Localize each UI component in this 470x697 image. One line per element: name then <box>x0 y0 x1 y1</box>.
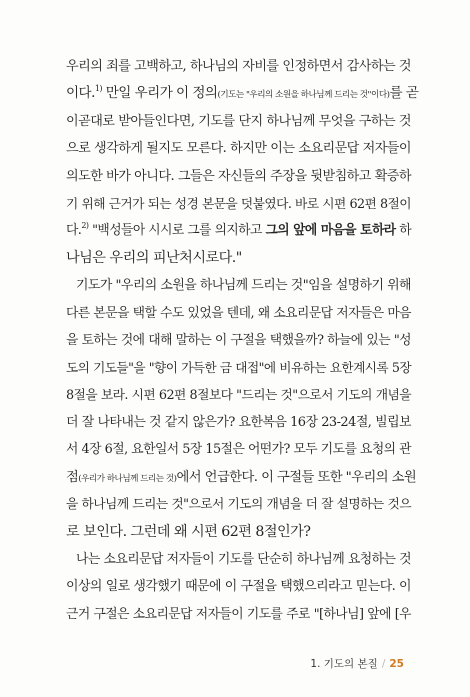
text-line: 도의 기도들"을 "향이 가득한 금 대접"에 비유하는 요한계시록 5장 <box>66 360 411 376</box>
footer-separator: / <box>381 658 386 670</box>
text-line: 서 4장 6절, 요한일서 5장 15절은 어떤가? 모두 기도를 요청의 관 <box>66 442 411 458</box>
text-line: 다른 본문을 택할 수도 있었을 텐데, 왜 소요리문답 저자들은 마음 <box>66 305 411 321</box>
text-line: 이상의 일로 생각했기 때문에 이 구절을 택했으리라고 믿는다. 이 <box>66 579 411 595</box>
emphasis-text: 그의 앞에 마음을 토하라 <box>265 223 396 239</box>
text-line: 근거 구절은 소요리문답 저자들이 기도를 주로 "[하나님] 앞에 [우 <box>66 606 411 622</box>
text-line: 로 보인다. 그런데 왜 시편 62편 8절인가? <box>66 523 311 540</box>
text-line: 8절을 보라. 시편 62편 8절보다 "드리는 것"으로서 기도의 개념을 <box>66 387 411 403</box>
text-line: 점(우리가 하나님께 드리는 것)에서 언급한다. 이 구절들 또한 "우리의 소원 <box>66 469 417 485</box>
text-line: 이다.$^{1)}$ 만일 우리가 이 정의(기도는 "우리의 소원을 하나님께 드리는 것"이다)를 곧 <box>66 84 419 102</box>
text-line: 나님은 우리의 피난처시로다." <box>66 249 242 266</box>
footnote-ref-2[interactable]: 2) <box>81 221 89 231</box>
text-line: 을 하나님께 드리는 것"으로서 기도의 개념을 더 잘 설명하는 것으 <box>66 497 411 513</box>
inline-gloss: (우리가 하나님께 드리는 것) <box>78 473 177 484</box>
text-line: 의도한 바가 아니다. 그들은 자신들의 주장을 뒷받침하고 확증하 <box>66 168 411 184</box>
text-line: 더 잘 나타내는 것 같지 않은가? 요한복음 16장 23-24절, 빌립보 <box>66 415 411 431</box>
text-line: 나는 소요리문답 저자들이 기도를 단순히 하나님께 요청하는 것 <box>76 552 411 568</box>
page-number: 25 <box>389 658 404 670</box>
footnote-ref-1[interactable]: 1) <box>94 84 102 94</box>
page-footer <box>310 656 404 671</box>
chapter-title: 1. 기도의 본질 <box>310 658 378 670</box>
inline-gloss: (기도는 "우리의 소원을 하나님께 드리는 것"이다) <box>217 90 390 101</box>
text-line: 기도가 "우리의 소원을 하나님께 드리는 것"임을 설명하기 위해 <box>76 278 411 294</box>
text-line: 기 위해 근거가 되는 성경 본문을 덧붙였다. 바로 시편 62편 8절이 <box>66 195 411 211</box>
text-line: 으로 생각하게 될지도 모른다. 하지만 이는 소요리문답 저자들이 <box>66 141 411 157</box>
text-line: 이곧대로 받아들인다면, 기도를 단지 하나님께 무엇을 구하는 것 <box>66 113 411 129</box>
page-body <box>66 53 419 628</box>
text-line: 우리의 죄를 고백하고, 하나님의 자비를 인정하면서 감사하는 것 <box>66 59 411 74</box>
text-line: 다.$^{2)}$ "백성들아 시시로 그를 의지하고 그의 앞에 마음을 토하라 하 <box>66 221 412 239</box>
text-line: 을 토하는 것에 대해 말하는 이 구절을 택했을까? 하늘에 있는 "성 <box>66 332 411 348</box>
